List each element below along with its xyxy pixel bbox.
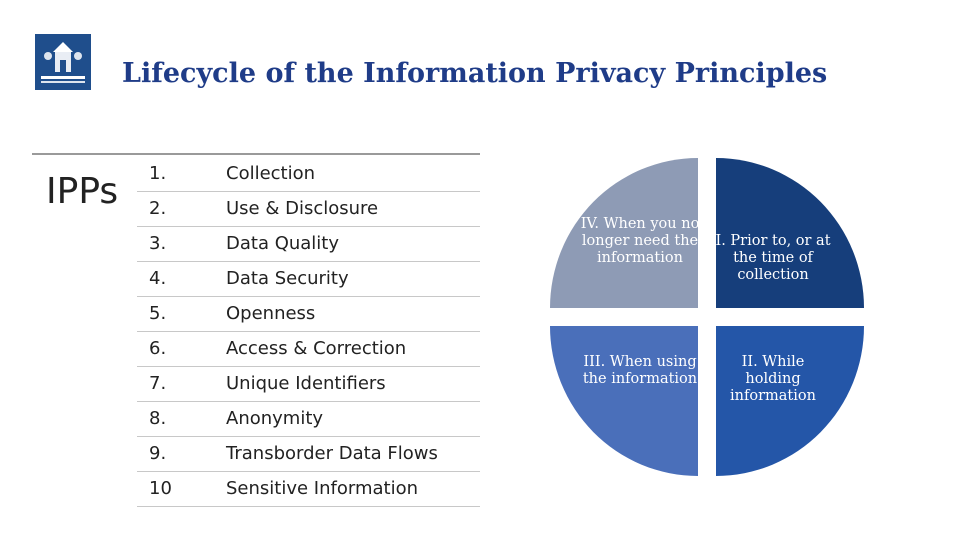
ipp-name: Use & Disclosure (226, 198, 379, 219)
ipp-list (137, 157, 480, 507)
ipp-number: 2. (149, 198, 167, 219)
ipp-name: Openness (226, 303, 316, 324)
ipp-number: 1. (149, 163, 167, 184)
table-top-divider (32, 153, 480, 155)
ipp-number: 7. (149, 373, 167, 394)
ipps-label: IPPs (46, 171, 119, 212)
quadrant-3-label: III. When using the information (582, 354, 698, 387)
ipp-row (137, 367, 480, 402)
ipp-row (137, 472, 480, 507)
ipp-number: 10 (149, 478, 172, 499)
ipp-name: Collection (226, 163, 316, 184)
ipp-name: Access & Correction (226, 338, 407, 359)
ipp-row (137, 297, 480, 332)
ipp-name: Sensitive Information (226, 478, 418, 499)
quadrant-2-label: II. While holding information (730, 354, 816, 404)
ipp-name: Unique Identifiers (226, 373, 386, 394)
ipp-row (137, 192, 480, 227)
quadrant-4-label: IV. When you no longer need the information (580, 216, 700, 266)
ipp-name: Data Quality (226, 233, 340, 254)
quadrant-3-segment (550, 326, 698, 476)
ipp-number: 4. (149, 268, 167, 289)
ipp-name: Anonymity (226, 408, 324, 429)
ipp-row (137, 262, 480, 297)
ipp-row (137, 402, 480, 437)
ipp-row (137, 157, 480, 192)
ipp-name: Data Security (226, 268, 349, 289)
crest-logo-icon (35, 34, 91, 90)
ipp-row (137, 437, 480, 472)
lifecycle-diagram (550, 158, 866, 478)
ipp-row (137, 227, 480, 262)
page-title: Lifecycle of the Information Privacy Principles (122, 58, 828, 89)
ipp-name: Transborder Data Flows (226, 443, 438, 464)
quadrant-1-label: I. Prior to, or at the time of collection (715, 233, 831, 283)
ipp-number: 6. (149, 338, 167, 359)
ipp-number: 8. (149, 408, 167, 429)
ipp-number: 3. (149, 233, 167, 254)
ipp-number: 9. (149, 443, 167, 464)
ipp-row (137, 332, 480, 367)
ipp-number: 5. (149, 303, 167, 324)
